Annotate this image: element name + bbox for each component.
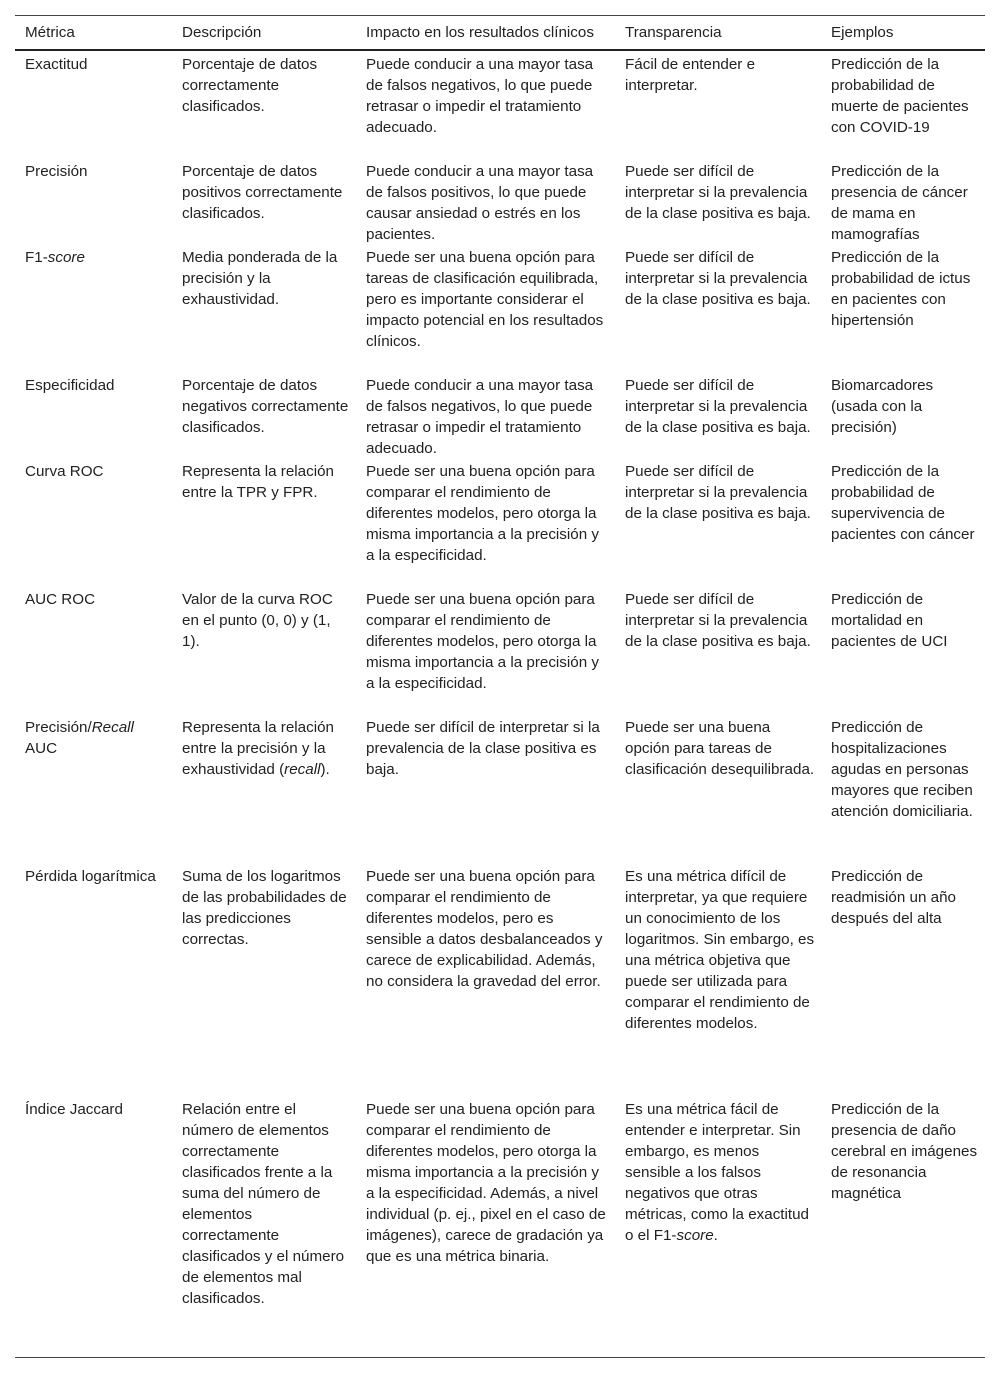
metric-italic-text: Recall — [91, 719, 134, 736]
header-metric: Métrica — [15, 16, 172, 51]
table-row — [15, 374, 985, 460]
cell-impact: Puede ser una buena opción para comparar el rendimiento de diferentes modelos, pero otorga la misma importancia a la precisión y a la especificidad. Además, a nivel individual (p. ej., pixel en el caso de imágenes), carece de gradación ya que es una métrica binaria. — [356, 1098, 615, 1358]
header-examples: Ejemplos — [821, 16, 985, 51]
cell-examples: Predicción de la presencia de cáncer de mama en mamografías — [831, 163, 968, 243]
header-row — [15, 16, 985, 51]
cell-impact: Puede conducir a una mayor tasa de falsos negativos, lo que puede retrasar o impedir el tratamiento adecuado. — [366, 377, 594, 457]
cell-description: Valor de la curva ROC en el punto (0, 0) y (1, 1). — [182, 591, 333, 650]
description-suffix-text: ). — [320, 761, 330, 778]
cell-transparency: Puede ser difícil de interpretar si la prevalencia de la clase positiva es baja. — [625, 163, 811, 222]
description-text: Representa la relación entre la precisión y la exhaustividad ( — [182, 719, 334, 778]
cell-description: Porcentaje de datos correctamente clasificados. — [182, 56, 318, 115]
description-italic-text: recall — [284, 761, 321, 778]
table-body — [15, 50, 985, 1358]
cell-metric: AUC ROC — [25, 591, 96, 608]
cell-impact: Puede conducir a una mayor tasa de falsos positivos, lo que puede causar ansiedad o estrés en los pacientes. — [366, 163, 594, 243]
cell-impact: Puede ser una buena opción para comparar el rendimiento de diferentes modelos, pero es sensible a datos desbalanceados y carece de explicabilidad. Además, no considera la gravedad del error. — [366, 868, 603, 990]
cell-description: Porcentaje de datos negativos correctamente clasificados. — [182, 377, 349, 436]
cell-transparency: Puede ser difícil de interpretar si la prevalencia de la clase positiva es baja. — [625, 377, 811, 436]
cell-transparency: Es una métrica difícil de interpretar, ya que requiere un conocimiento de los logaritmos. Sin embargo, es una métrica objetiva que puede ser utilizada para comparar el rendimiento de diferentes modelos. — [625, 868, 815, 1032]
cell-description: Suma de los logaritmos de las probabilidades de las predicciones correctas. — [182, 868, 347, 948]
cell-impact: Puede ser una buena opción para comparar el rendimiento de diferentes modelos, pero otorga la misma importancia a la precisión y a la especificidad. — [366, 463, 599, 564]
cell-metric: Precisión — [25, 163, 88, 180]
cell-description — [172, 716, 356, 865]
cell-transparency: Fácil de entender e interpretar. — [625, 56, 756, 94]
cell-metric: Especificidad — [25, 377, 115, 394]
table-row — [15, 460, 985, 588]
table-row — [15, 1098, 985, 1358]
cell-metric: Exactitud — [25, 56, 88, 73]
cell-examples: Predicción de la probabilidad de supervivencia de pacientes con cáncer — [831, 463, 975, 543]
cell-impact: Puede conducir a una mayor tasa de falsos negativos, lo que puede retrasar o impedir el tratamiento adecuado. — [366, 56, 594, 136]
cell-transparency: Puede ser difícil de interpretar si la prevalencia de la clase positiva es baja. — [625, 249, 811, 308]
cell-description: Porcentaje de datos positivos correctamente clasificados. — [182, 163, 343, 222]
cell-metric: Índice Jaccard — [15, 1098, 172, 1358]
table-row — [15, 246, 985, 374]
table-row — [15, 50, 985, 160]
cell-description: Media ponderada de la precisión y la exhaustividad. — [182, 249, 338, 308]
cell-transparency: Puede ser difícil de interpretar si la prevalencia de la clase positiva es baja. — [625, 591, 811, 650]
cell-impact: Puede ser difícil de interpretar si la prevalencia de la clase positiva es baja. — [366, 719, 600, 778]
cell-examples: Predicción de mortalidad en pacientes de UCI — [831, 591, 948, 650]
header-transparency: Transparencia — [615, 16, 821, 51]
metric-suffix-text: AUC — [25, 740, 58, 757]
cell-description: Relación entre el número de elementos correctamente clasificados frente a la suma del número de elementos correctamente clasificados y el número de elementos mal clasificados. — [172, 1098, 356, 1358]
cell-transparency: Puede ser difícil de interpretar si la prevalencia de la clase positiva es baja. — [625, 463, 811, 522]
table-row — [15, 716, 985, 865]
table-row — [15, 588, 985, 716]
table-row — [15, 160, 985, 246]
cell-description: Representa la relación entre la TPR y FPR. — [182, 463, 334, 501]
cell-metric — [15, 716, 172, 865]
header-description: Descripción — [172, 16, 356, 51]
table-row — [15, 865, 985, 1098]
cell-metric — [15, 246, 172, 374]
transparency-italic-text: score — [676, 1227, 714, 1244]
cell-examples: Predicción de la probabilidad de muerte de pacientes con COVID-19 — [831, 56, 969, 136]
header-impact: Impacto en los resultados clínicos — [356, 16, 615, 51]
metric-italic-text: score — [47, 249, 85, 266]
cell-metric: Curva ROC — [25, 463, 104, 480]
cell-transparency: Puede ser una buena opción para tareas de clasificación desequilibrada. — [625, 719, 815, 778]
metrics-table — [15, 15, 985, 1358]
cell-transparency — [615, 1098, 821, 1358]
cell-examples: Predicción de la probabilidad de ictus en pacientes con hipertensión — [831, 249, 971, 329]
cell-examples: Predicción de la presencia de daño cerebral en imágenes de resonancia magnética — [821, 1098, 985, 1358]
cell-examples: Predicción de readmisión un año después del alta — [831, 868, 956, 927]
table-header — [15, 16, 985, 51]
cell-impact: Puede ser una buena opción para tareas de clasificación equilibrada, pero es importante considerar el impacto potencial en los resultados clínicos. — [366, 249, 604, 350]
metric-text: F1- — [25, 249, 48, 266]
transparency-suffix-text: . — [713, 1227, 718, 1244]
cell-examples: Predicción de hospitalizaciones agudas en personas mayores que reciben atención domiciliaria. — [831, 719, 973, 820]
transparency-text: Es una métrica fácil de entender e interpretar. Sin embargo, es menos sensible a los falsos negativos que otras métricas, como la exactitud o el F1- — [625, 1101, 810, 1244]
metric-text: Precisión/ — [25, 719, 92, 736]
cell-impact: Puede ser una buena opción para comparar el rendimiento de diferentes modelos, pero otorga la misma importancia a la precisión y a la especificidad. — [366, 591, 599, 692]
cell-metric: Pérdida logarítmica — [25, 868, 156, 885]
cell-examples: Biomarcadores (usada con la precisión) — [831, 377, 934, 436]
